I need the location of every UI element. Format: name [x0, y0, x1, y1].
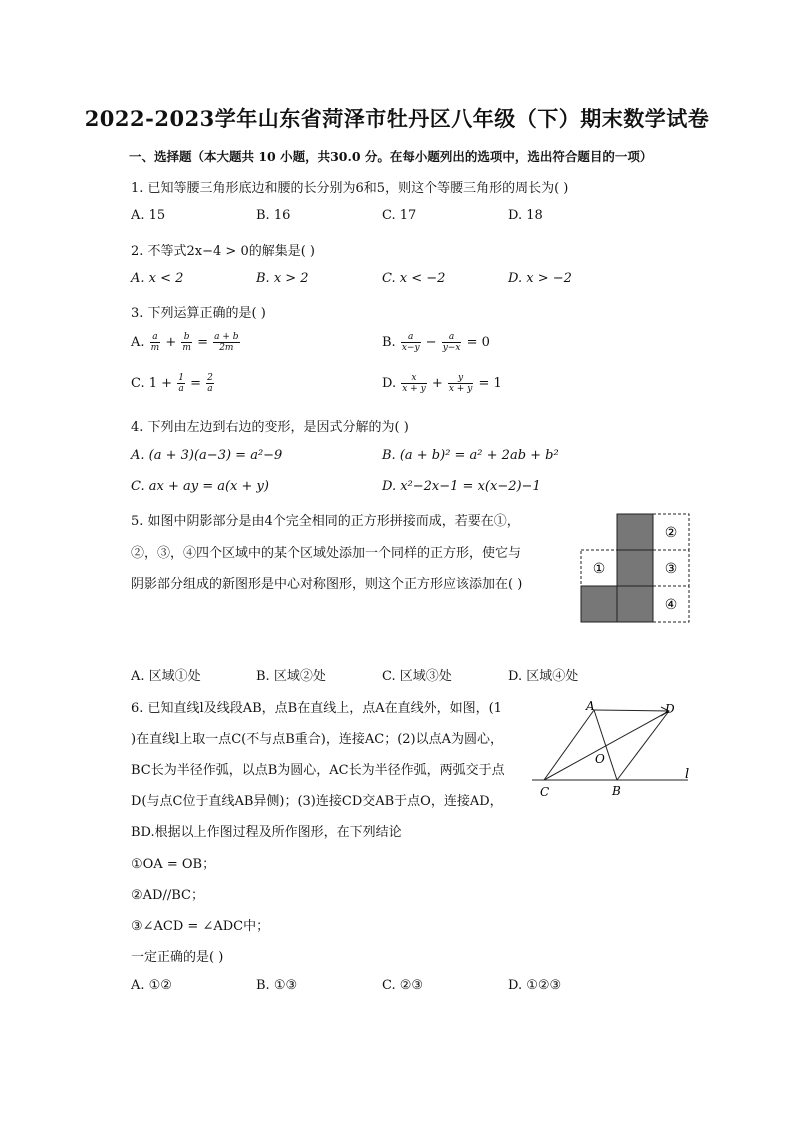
region-3-label: ③: [664, 561, 678, 577]
fraction: $\frac{a + b}{2m}$: [214, 332, 239, 353]
region-1-label: ①: [592, 561, 606, 577]
question-6-line-5: BD.根据以上作图过程及所作图形，在下列结论: [131, 825, 402, 840]
q2-option-b[interactable]: B. x > 2: [256, 271, 309, 286]
q3-option-a[interactable]: [131, 332, 241, 353]
region-4-label: ④: [664, 597, 678, 613]
q2-option-c[interactable]: C. x < −2: [382, 271, 446, 286]
shaded-square: [581, 586, 617, 622]
question-5-line-3: 阴影部分组成的新图形是中心对称图形，则这个正方形应该添加在( ): [131, 577, 523, 592]
conclusion-1: ①OA = OB；: [131, 857, 216, 872]
q4-option-c[interactable]: C. ax + ay = a(x + y): [131, 479, 269, 494]
question-3-stem: 3. 下列运算正确的是( ): [131, 306, 266, 321]
q6-option-b[interactable]: B. ①③: [256, 978, 298, 993]
q1-option-b[interactable]: B. 16: [256, 208, 291, 223]
q5-option-b[interactable]: B. 区域②处: [256, 669, 326, 684]
question-6-line-1: 6. 已知直线l及线段AB，点B在直线上，点A在直线外，如图，(1: [131, 701, 502, 716]
q5-option-a[interactable]: A. 区域①处: [131, 669, 201, 684]
q1-option-a[interactable]: A. 15: [131, 208, 166, 223]
question-4-stem: 4. 下列由左边到右边的变形，是因式分解的为( ): [131, 420, 409, 435]
label-d: D: [665, 702, 675, 716]
operator: −: [425, 335, 437, 350]
question-5-line-1: 5. 如图中阴影部分是由4个完全相同的正方形拼接而成，若要在①，: [131, 514, 520, 529]
operator: +: [165, 335, 177, 350]
fraction: $\frac{y}{x + y}$: [448, 373, 473, 394]
q1-option-d[interactable]: D. 18: [508, 208, 543, 223]
paper-title: 2022-2023学年山东省菏泽市牡丹区八年级（下）期末数学试卷: [84, 106, 710, 131]
shaded-square: [617, 550, 653, 586]
question-5-line-2: ②，③，④四个区域中的某个区域处添加一个同样的正方形，使它与: [131, 546, 522, 561]
q3-option-d[interactable]: [382, 373, 502, 394]
question-6-line-2: )在直线l上取一点C(不与点B重合)，连接AC；(2)以点A为圆心，: [131, 732, 504, 747]
operator: =: [190, 376, 201, 391]
operator: =: [197, 335, 208, 350]
fraction: $\frac{a}{x-y}$: [401, 332, 420, 353]
shaded-square: [617, 514, 653, 550]
option-label: D.: [382, 376, 397, 391]
fraction: $\frac{1}{a}$: [178, 373, 184, 394]
construction-figure: [528, 696, 694, 800]
fraction: $\frac{2}{a}$: [207, 373, 213, 394]
fraction: $\frac{b}{m}$: [182, 332, 191, 353]
q4-option-a[interactable]: A. (a + 3)(a−3) = a²−9: [131, 448, 283, 463]
fraction: $\frac{x}{x + y}$: [402, 373, 426, 394]
q5-option-c[interactable]: C. 区域③处: [382, 669, 452, 684]
region-2-label: ②: [664, 525, 678, 541]
fraction: $\frac{a}{y-x}$: [442, 332, 461, 353]
q2-option-d[interactable]: D. x > −2: [508, 271, 572, 286]
segment-cd: [544, 711, 669, 780]
fraction: $\frac{a}{m}$: [150, 332, 160, 353]
square-region-figure: [578, 512, 692, 624]
q3-option-b[interactable]: [382, 332, 490, 353]
conclusion-3: ③∠ACD = ∠ADC中；: [131, 919, 270, 934]
q6-option-d[interactable]: D. ①②③: [508, 978, 562, 993]
q1-option-c[interactable]: C. 17: [382, 208, 417, 223]
question-2-stem: 2. 不等式2x−4 > 0的解集是( ): [131, 244, 316, 259]
q3-option-c[interactable]: [131, 373, 215, 394]
option-label: A.: [131, 335, 145, 350]
label-a: A: [586, 699, 595, 713]
conclusion-2: ②AD//BC；: [131, 888, 204, 903]
label-b: B: [612, 784, 621, 798]
section-heading: 一、选择题（本大题共 10 小题，共30.0 分。在每小题列出的选项中，选出符合题目的一项）: [129, 149, 653, 164]
segment-ac: [544, 710, 594, 780]
option-label: B.: [382, 335, 396, 350]
question-6-line-3: BC长为半径作弧，以点B为圆心，AC长为半径作弧，两弧交于点: [131, 763, 505, 778]
q6-option-c[interactable]: C. ②③: [382, 978, 424, 993]
question-6-line-4: D(与点C位于直线AB异侧)；(3)连接CD交AB于点O，连接AD，: [131, 794, 503, 809]
operator: 1 +: [148, 376, 173, 391]
q4-option-d[interactable]: D. x²−2x−1 = x(x−2)−1: [382, 479, 541, 494]
operator: +: [431, 376, 443, 391]
q5-option-d[interactable]: D. 区域④处: [508, 669, 579, 684]
segment-ad: [594, 710, 669, 711]
q6-option-a[interactable]: A. ①②: [131, 978, 172, 993]
label-c: C: [540, 785, 550, 799]
label-o: O: [595, 752, 605, 766]
question-6-ask: 一定正确的是( ): [131, 950, 224, 965]
question-1-stem: 1. 已知等腰三角形底边和腰的长分别为6和5，则这个等腰三角形的周长为( ): [131, 181, 569, 196]
segment-ab: [594, 710, 617, 780]
operator: = 1: [478, 376, 502, 391]
label-l: l: [685, 767, 690, 782]
q4-option-b[interactable]: B. (a + b)² = a² + 2ab + b²: [382, 448, 559, 463]
segment-bd: [617, 711, 669, 780]
operator: = 0: [466, 335, 490, 350]
shaded-square: [617, 586, 653, 622]
q2-option-a[interactable]: A. x < 2: [131, 271, 184, 286]
option-label: C.: [131, 376, 145, 391]
